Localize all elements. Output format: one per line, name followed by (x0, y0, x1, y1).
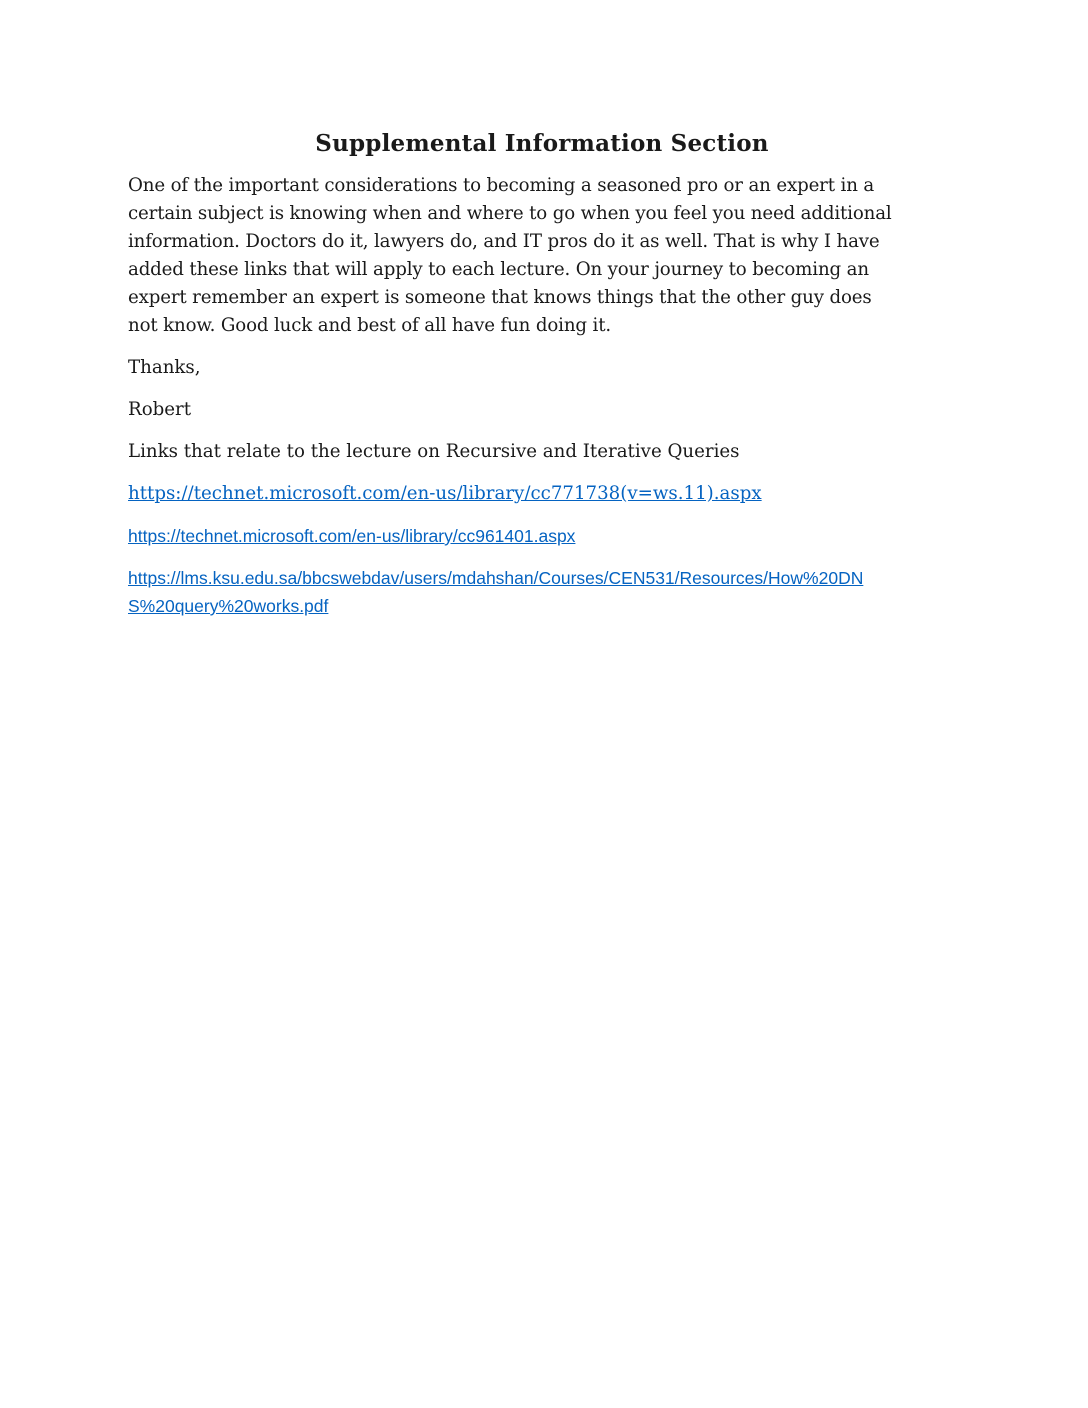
intro-line: added these links that will apply to each lecture. On your journey to becoming an (128, 259, 869, 280)
intro-line: information. Doctors do it, lawyers do, and IT pros do it as well. That is why I have (128, 231, 880, 252)
intro-line: One of the important considerations to becoming a seasoned pro or an expert in a (128, 175, 875, 196)
intro-paragraph (128, 172, 956, 340)
closing-text: Thanks, (128, 357, 201, 378)
links-heading: Links that relate to the lecture on Recursive and Iterative Queries (128, 441, 740, 462)
link-text-line: S%20query%20works.pdf (128, 596, 329, 616)
technet-cc961401-link[interactable] (128, 522, 956, 550)
ksu-dns-query-pdf-link[interactable] (128, 564, 956, 620)
intro-line: certain subject is knowing when and where to go when you feel you need additional (128, 203, 892, 224)
link-text-line: https://lms.ksu.edu.sa/bbcswebdav/users/mdahshan/Courses/CEN531/Resources/How%20DN (128, 568, 864, 588)
document-body (128, 128, 956, 634)
technet-cc771738-link[interactable] (128, 480, 956, 508)
link-text: https://technet.microsoft.com/en-us/library/cc961401.aspx (128, 526, 576, 546)
page-title: Supplemental Information Section (315, 130, 769, 157)
link-text: https://technet.microsoft.com/en-us/library/cc771738(v=ws.11).aspx (128, 483, 762, 504)
intro-line: not know. Good luck and best of all have fun doing it. (128, 315, 611, 336)
intro-line: expert remember an expert is someone that knows things that the other guy does (128, 287, 872, 308)
signature-text: Robert (128, 399, 192, 420)
